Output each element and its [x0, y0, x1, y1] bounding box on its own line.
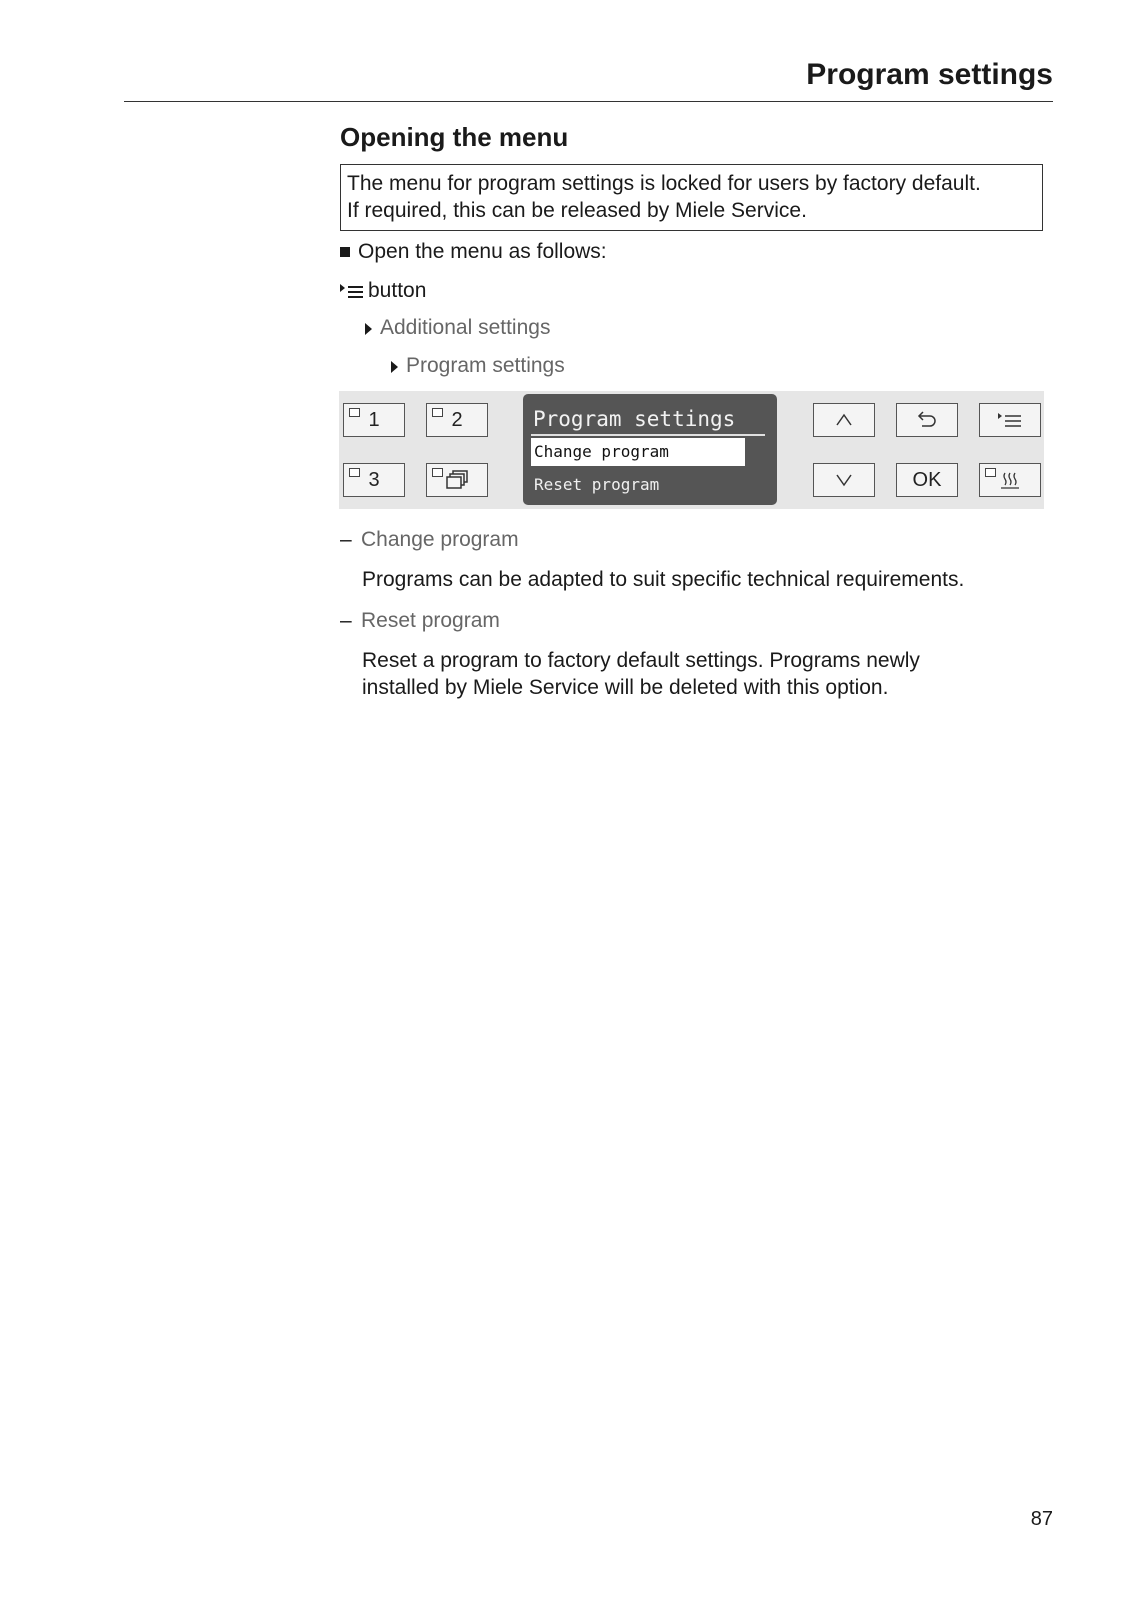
- instruction-step: [340, 240, 607, 264]
- option-change-program: – Change program: [340, 528, 519, 551]
- menu-path-program-settings: Program settings: [391, 354, 565, 378]
- drying-button[interactable]: [979, 463, 1041, 497]
- indicator-led-icon: [985, 468, 996, 477]
- drying-icon: [999, 470, 1021, 490]
- program-2-button[interactable]: 2: [426, 403, 488, 437]
- back-button[interactable]: [896, 403, 958, 437]
- page-number: 87: [1030, 1508, 1053, 1530]
- program-1-button[interactable]: 1: [343, 403, 405, 437]
- note-line-1: The menu for program settings is locked for users by factory default.: [347, 172, 981, 195]
- menu-path-additional-settings: Additional settings: [365, 316, 550, 340]
- control-panel: [339, 391, 1044, 509]
- menu-button-label: button: [368, 279, 427, 302]
- indicator-led-icon: [432, 468, 443, 477]
- instruction-step-text: Open the menu as follows:: [358, 240, 607, 263]
- section-title: Opening the menu: [340, 122, 569, 152]
- page-header-title: Program settings: [806, 58, 1053, 91]
- display-screen: [523, 394, 777, 505]
- option-reset-program: – Reset program: [340, 609, 500, 632]
- up-button[interactable]: [813, 403, 875, 437]
- header-divider: [124, 101, 1053, 102]
- triangle-right-icon: [365, 323, 372, 335]
- option-name: Change program: [361, 528, 519, 551]
- indicator-led-icon: [349, 468, 360, 477]
- menu-button-instruction: [340, 279, 426, 303]
- back-arrow-icon: [915, 411, 939, 429]
- indicator-led-icon: [349, 408, 360, 417]
- note-box: [340, 164, 1043, 231]
- indicator-led-icon: [432, 408, 443, 417]
- down-button[interactable]: [813, 463, 875, 497]
- option-description: Programs can be adapted to suit specific technical requirements.: [362, 568, 965, 591]
- note-line-2: If required, this can be released by Miele Service.: [347, 199, 807, 222]
- option-description: Reset a program to factory default settings. Programs newly installed by Miele Service will be deleted with this option.: [362, 649, 920, 699]
- display-title: Program settings: [531, 402, 765, 436]
- windows-stack-icon: [442, 469, 472, 491]
- display-item-reset-program[interactable]: Reset program: [534, 475, 660, 494]
- ok-button[interactable]: OK: [896, 463, 958, 497]
- program-3-button[interactable]: 3: [343, 463, 405, 497]
- windows-stack-button[interactable]: [426, 463, 488, 497]
- chevron-down-icon: [834, 473, 854, 487]
- menu-button[interactable]: [979, 403, 1041, 437]
- menu-list-icon: [997, 411, 1023, 429]
- display-item-change-program[interactable]: Change program: [531, 438, 745, 466]
- triangle-right-icon: [391, 361, 398, 373]
- menu-list-icon: [340, 283, 364, 299]
- chevron-up-icon: [834, 413, 854, 427]
- square-bullet-icon: [340, 247, 350, 257]
- option-name: Reset program: [361, 609, 500, 632]
